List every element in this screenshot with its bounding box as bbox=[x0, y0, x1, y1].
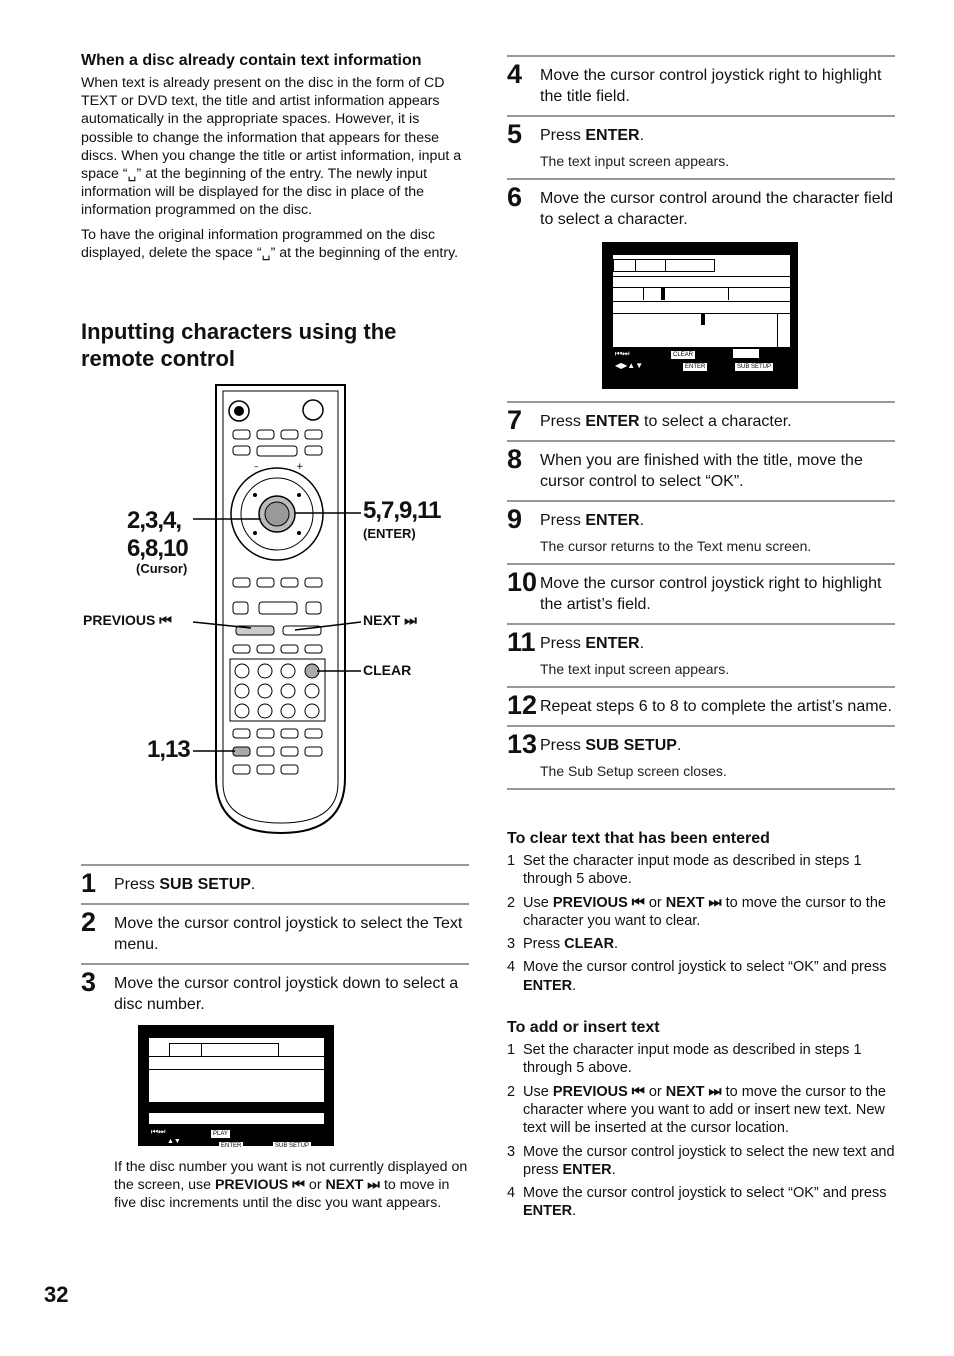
remote-control-drawing bbox=[81, 383, 469, 838]
text-input-screen bbox=[602, 242, 798, 389]
step-7: 7 Press ENTER to select a character. bbox=[507, 401, 895, 440]
callout-previous: PREVIOUS ⏮ bbox=[83, 612, 172, 628]
prev-next-icon: ⏮⏭ bbox=[151, 1127, 166, 1136]
svg-text:+: + bbox=[296, 462, 304, 472]
step3-note: If the disc number you want is not currently displayed on the screen, use PREVIOUS ⏮ or NEXT ⏭ to move in five disc increments until the disc you want appears. bbox=[114, 1159, 468, 1212]
step-1: 1 Press SUB SETUP. bbox=[81, 864, 469, 903]
callout-next: NEXT ⏭ bbox=[363, 612, 417, 628]
play-label: PLAY bbox=[213, 1131, 228, 1137]
step-text: Move the cursor control joystick right to highlight the title field. bbox=[540, 67, 882, 105]
step-6 bbox=[507, 178, 895, 401]
add-text-list bbox=[507, 1041, 895, 1221]
step-number: 10 bbox=[507, 567, 538, 597]
step-number: 9 bbox=[507, 504, 523, 534]
step-number: 13 bbox=[507, 729, 538, 759]
step-5: 5 Press ENTER. The text input screen appears. bbox=[507, 115, 895, 178]
key-name: SUB SETUP bbox=[159, 876, 251, 893]
list-item: 1 Set the character input mode as described in steps 1 through 5 above. bbox=[507, 853, 862, 888]
callout-setup-steps: 1,13 bbox=[147, 736, 190, 763]
left-steps bbox=[81, 864, 469, 1221]
step-number: 12 bbox=[507, 690, 538, 720]
list-item: 4 Move the cursor control joystick to select “OK” and press ENTER. bbox=[507, 959, 887, 994]
list-item: 3 Press CLEAR. bbox=[507, 936, 619, 953]
step-text: When you are finished with the title, move the cursor control to select “OK”. bbox=[540, 452, 863, 490]
list-item: 2 Use PREVIOUS ⏮ or NEXT ⏭ to move the cursor to the character where you want to add or insert new text. New text will be inserted at the cursor location. bbox=[507, 1083, 886, 1137]
page-number: 32 bbox=[44, 1282, 69, 1307]
step-text: Move the cursor control joystick right to highlight the artist’s field. bbox=[540, 575, 882, 613]
svg-text:–: – bbox=[254, 462, 259, 472]
step-11: 11 Press ENTER. The text input screen appears. bbox=[507, 623, 895, 686]
step-13: 13 Press SUB SETUP. The Sub Setup screen closes. bbox=[507, 725, 895, 790]
list-item: 4 Move the cursor control joystick to select “OK” and press ENTER. bbox=[507, 1185, 887, 1220]
list-item: 3 Move the cursor control joystick to select the new text and press ENTER. bbox=[507, 1143, 895, 1178]
right-steps bbox=[507, 55, 895, 1226]
step-number: 2 bbox=[81, 907, 97, 937]
step-number: 3 bbox=[81, 967, 97, 997]
callout-enter-steps: 5,7,9,11 bbox=[363, 497, 441, 524]
clear-label: CLEAR bbox=[673, 352, 694, 358]
step-number: 8 bbox=[507, 444, 523, 474]
step-number: 6 bbox=[507, 182, 523, 212]
step-text: Move the cursor control around the character field to select a character. bbox=[540, 190, 894, 228]
sub-setup-label: SUB SETUP bbox=[275, 1143, 310, 1149]
step-4 bbox=[507, 55, 895, 115]
arrows-icon: ◀▶▲▼ bbox=[615, 361, 644, 370]
add-text-heading: To add or insert text bbox=[507, 1019, 660, 1037]
intro-block bbox=[81, 52, 469, 268]
step-2 bbox=[81, 903, 469, 963]
enter-label: ENTER bbox=[685, 364, 706, 370]
step-note: The text input screen appears. bbox=[540, 153, 730, 169]
callout-cursor-sub: (Cursor) bbox=[136, 561, 188, 576]
clear-text-list bbox=[507, 852, 895, 995]
step-number: 4 bbox=[507, 59, 523, 89]
callout-enter-sub: (ENTER) bbox=[363, 526, 416, 541]
sub-setup-label: SUB SETUP bbox=[737, 364, 772, 370]
enter-label: ENTER bbox=[221, 1143, 242, 1149]
step-note: The Sub Setup screen closes. bbox=[540, 763, 727, 779]
step-number: 11 bbox=[507, 627, 536, 657]
step-note: The cursor returns to the Text menu screen. bbox=[540, 538, 812, 554]
clear-text-heading: To clear text that has been entered bbox=[507, 830, 770, 847]
intro-paragraph-2: To have the original information programmed on the disc displayed, delete the space “␣” at the beginning of the entry. bbox=[81, 226, 459, 261]
step-text: Move the cursor control joystick down to select a disc number. bbox=[114, 975, 459, 1013]
prev-next-icon: ⏮⏭ bbox=[615, 349, 630, 358]
list-item: 2 Use PREVIOUS ⏮ or NEXT ⏭ to move the cursor to the character you want to clear. bbox=[507, 894, 886, 929]
step-9: 9 Press ENTER. The cursor returns to the Text menu screen. bbox=[507, 500, 895, 563]
list-item: 1 Set the character input mode as described in steps 1 through 5 above. bbox=[507, 1042, 862, 1077]
step-10 bbox=[507, 563, 895, 623]
up-down-icon: ▲▼ bbox=[167, 1138, 181, 1145]
mode-icon bbox=[733, 349, 759, 358]
step-text: Repeat steps 6 to 8 to complete the artist’s name. bbox=[540, 698, 892, 715]
step-8 bbox=[507, 440, 895, 500]
callout-clear: CLEAR bbox=[363, 662, 412, 678]
step-note: The text input screen appears. bbox=[540, 661, 730, 677]
remote-illustration bbox=[81, 383, 469, 838]
callout-cursor-steps: 2,3,4, 6,8,10 bbox=[127, 507, 188, 562]
step-number: 1 bbox=[81, 868, 97, 898]
section-title: Inputting characters using the remote control bbox=[81, 319, 397, 371]
step-3 bbox=[81, 963, 469, 1221]
intro-paragraph-1: When text is already present on the disc in the form of CD TEXT or DVD text, the title and artist information appears automatically in the appropriate spaces. However, it is possible to change the information that appears for these discs. When you change the title or artist information, input a space “␣” at the beginning of the entry. The newly input information will be displayed for the disc in place of the information programmed on the disc. bbox=[81, 75, 462, 219]
step-number: 7 bbox=[507, 405, 523, 435]
text-menu-screen bbox=[138, 1025, 334, 1149]
step-12 bbox=[507, 686, 895, 725]
intro-heading: When a disc already contain text information bbox=[81, 52, 422, 69]
step-number: 5 bbox=[507, 119, 523, 149]
step-text: Move the cursor control joystick to select the Text menu. bbox=[114, 915, 463, 953]
